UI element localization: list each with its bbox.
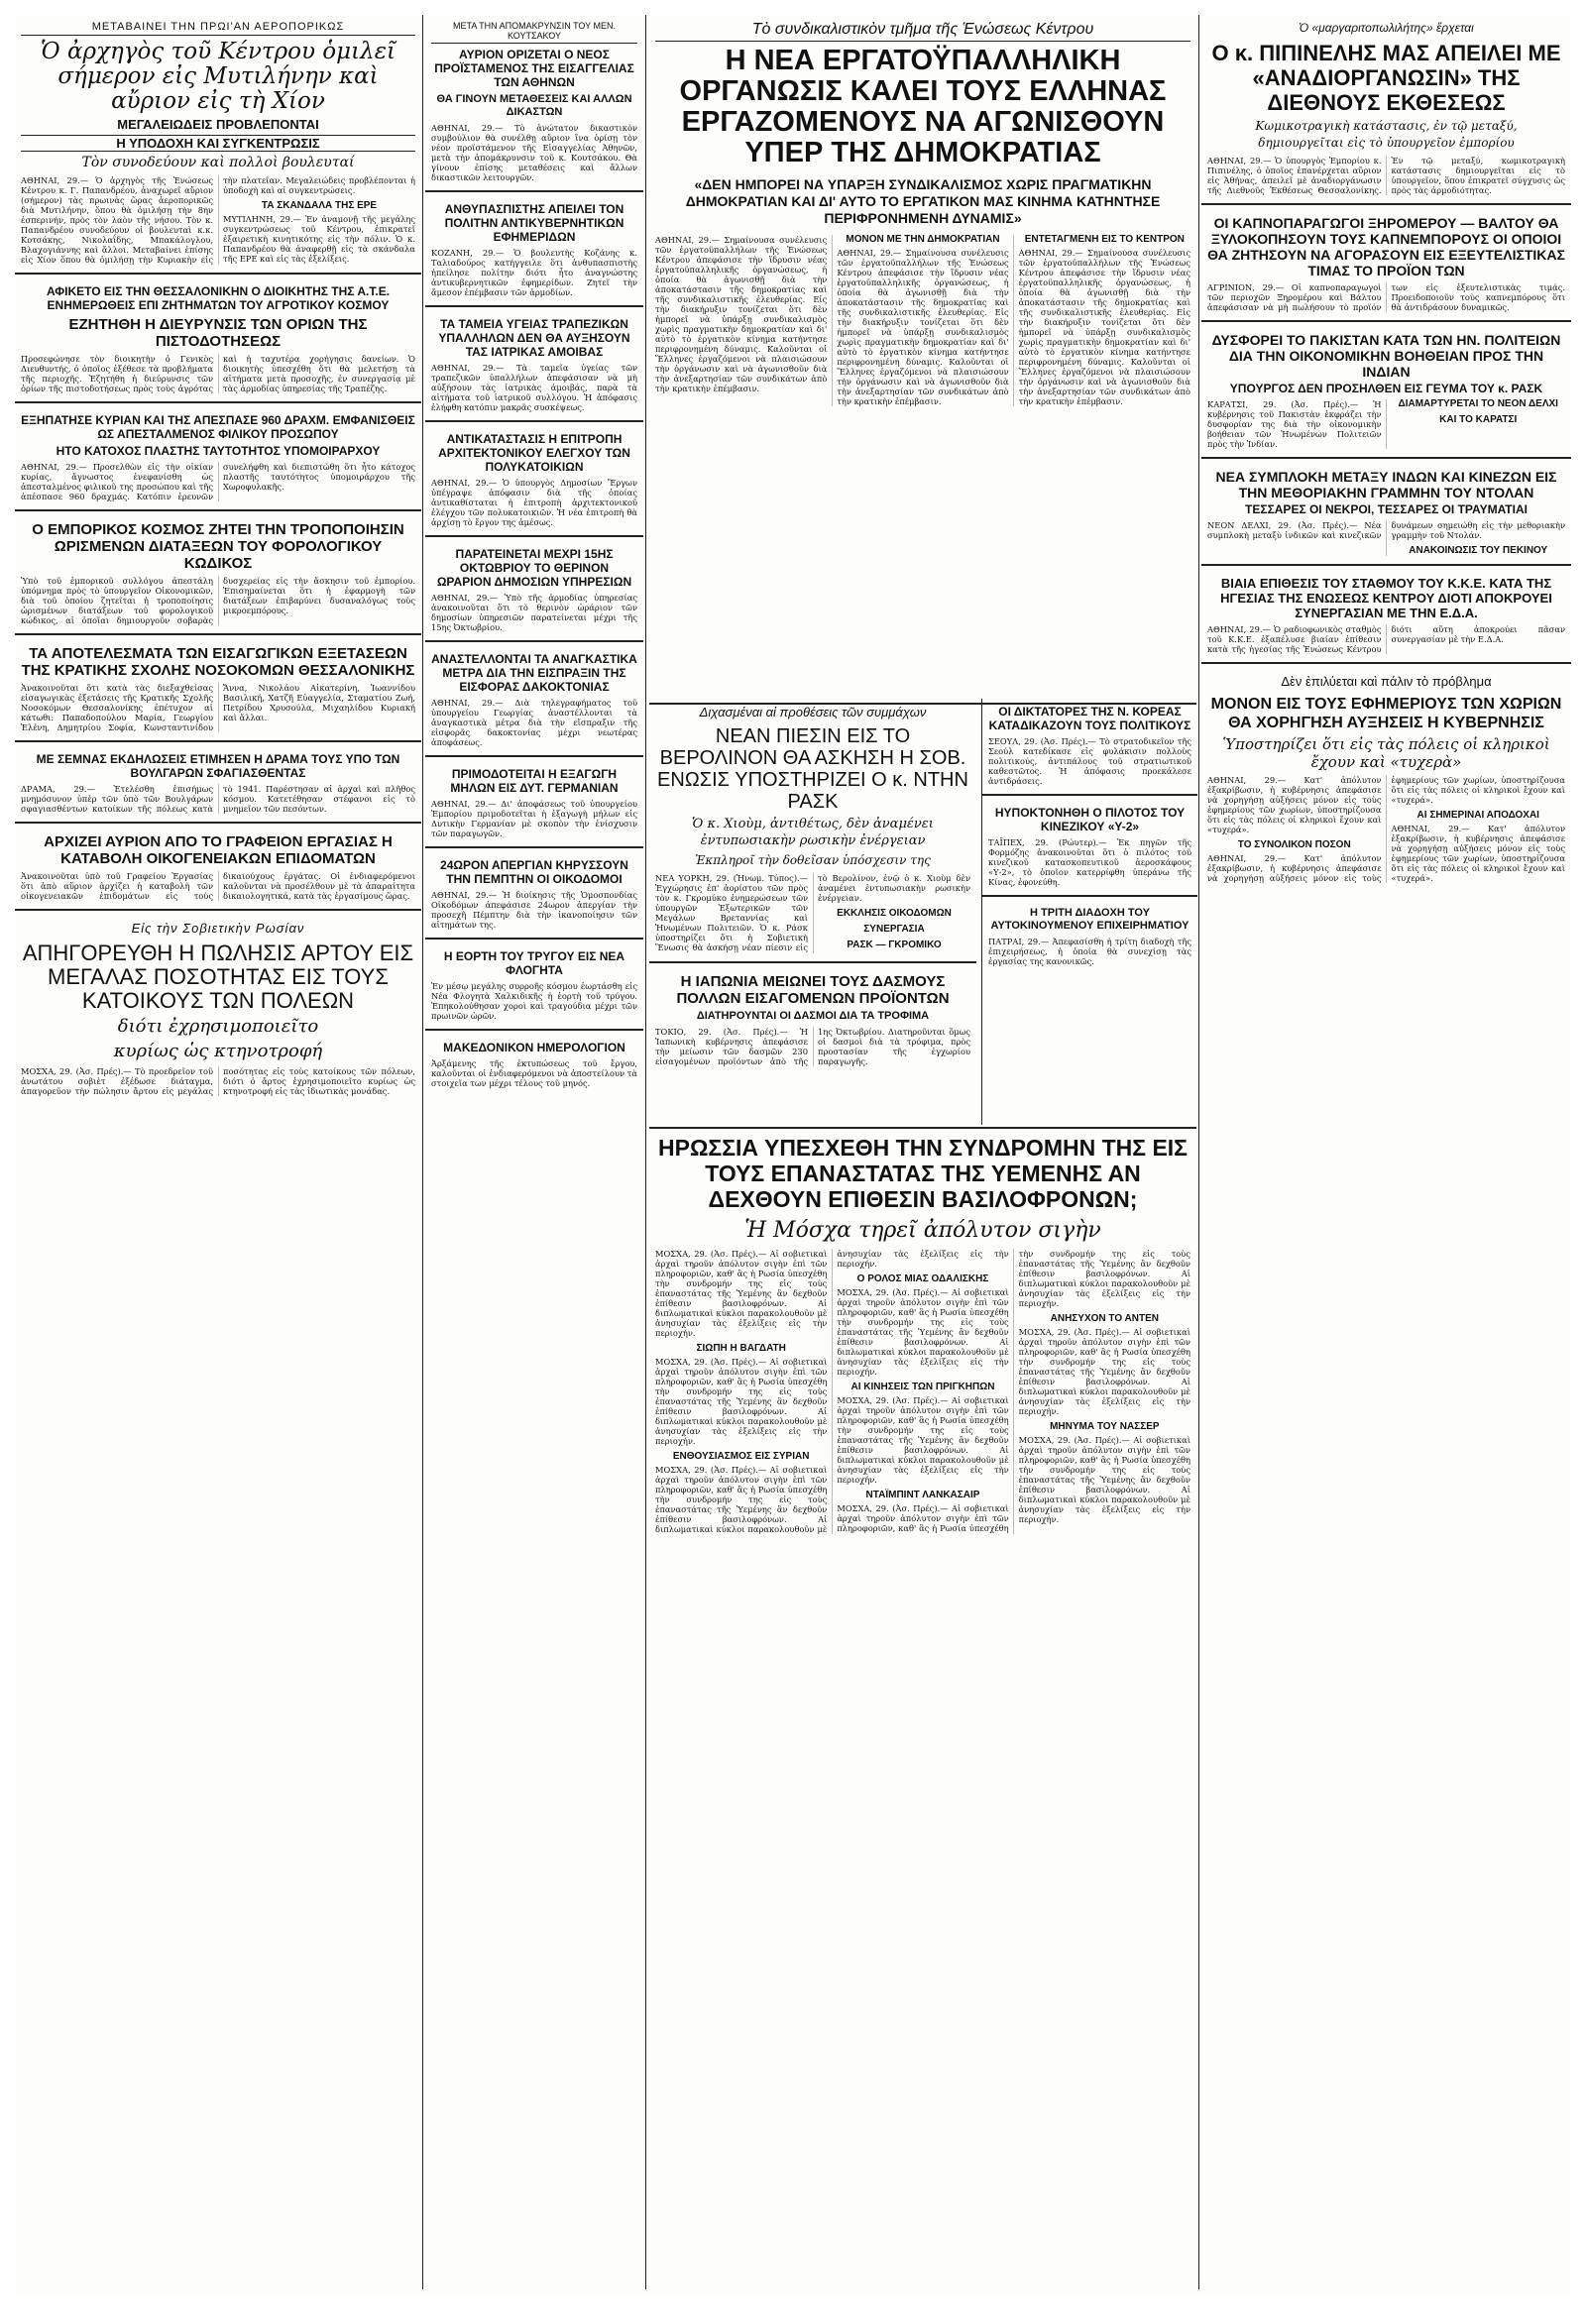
deck: κυρίως ὡς κτηνοτροφή — [113, 1041, 323, 1061]
article-tobacco — [1201, 209, 1571, 322]
headline: ΜΟΝΟΝ ΕΙΣ ΤΟΥΣ ΕΦΗΜΕΡΙΟΥΣ ΤΩΝ ΧΩΡΙΩΝ ΘΑ ΧΟΡΗΓΗΣΗ ΑΥΞΗΣΕΙΣ Η ΚΥΒΕΡΝΗΣΙΣ — [1210, 696, 1562, 731]
quote-deck: «ΔΕΝ ΗΜΠΟΡΕΙ ΝΑ ΥΠΑΡΞΗ ΣΥΝΔΙΚΑΛΙΣΜΟΣ ΧΩΡΙΣ ΠΡΑΓΜΑΤΙΚΗΝ ΔΗΜΟΚΡΑΤΙΑΝ ΚΑΙ ΔΙ' ΑΥΤΟ ΤΟ ΕΡΓΑΤΙΚΟΝ ΜΑΣ ΚΙΝΗΜΑ ΚΑΤΗΝΤΗΣΕ ΠΕΡΙΦΡΟΝΗΜΕΝΗ ΔΥΝΑΜΙΣ» — [685, 176, 1161, 226]
article-prosecutor — [425, 15, 643, 192]
article-body — [655, 1249, 1190, 1534]
article-nursing-school — [15, 639, 421, 742]
kicker: Δὲν ἐπιλύεται καὶ πάλιν τὸ πρόβλημα — [1281, 674, 1492, 689]
subheading: ΣΥΝΕΡΓΑΣΙΑ — [863, 924, 925, 935]
headline: ΑΡΧΙΖΕΙ ΑΥΡΙΟΝ ΑΠΟ ΤΟ ΓΡΑΦΕΙΟΝ ΕΡΓΑΣΙΑΣ Η ΚΑΤΑΒΟΛΗ ΟΙΚΟΓΕΝΕΙΑΚΩΝ ΕΠΙΔΟΜΑΤΩΝ — [44, 833, 393, 867]
subheading: ΣΙΩΠΗ Η ΒΑΓΔΑΤΗ — [696, 1343, 786, 1354]
subheading: ΕΚΚΛΗΣΙΣ ΟΙΚΟΔΟΜΩΝ — [837, 908, 952, 919]
article-labor-org — [649, 15, 1196, 705]
subheading: ΑΙ ΣΗΜΕΡΙΝΑΙ ΑΠΟΔΟΧΑΙ — [1416, 810, 1539, 821]
body-text: ΜΟΣΧΑ, 29. (Ἀσ. Πρές).— Αἱ σοβιετικαὶ ἀρχαὶ τηροῦν ἀπόλυτον σιγὴν ἐπὶ τῶν πληροφοριῶν, καθ' ἃς ἡ Ρωσία ὑπεσχέθη τὴν συνδρομήν της εἰς τοὺς ἐπαναστάτας τῆς Ὑεμένης ἂν δεχθοῦν ἐπίθεσιν βασιλοφρόνων. Αἱ διπλωματικαὶ κύκλοι παρακολουθοῦν μὲ ἀνησυχίαν τὰς ἐξελίξεις εἰς τὴν περιοχήν. — [837, 1395, 1009, 1485]
column-4 — [1201, 15, 1571, 2289]
headline: ΒΙΑΙΑ ΕΠΙΘΕΣΙΣ ΤΟΥ ΣΤΑΘΜΟΥ ΤΟΥ Κ.Κ.Ε. ΚΑΤΑ ΤΗΣ ΗΓΕΣΙΑΣ ΤΗΣ ΕΝΩΣΕΩΣ ΚΕΝΤΡΟΥ ΔΙΟΤΙ ΑΠΟΚΡΟΥΕΙ ΣΥΝΕΡΓΑΣΙΑΝ ΜΕ ΤΗΝ Ε.Δ.Α. — [1220, 576, 1552, 620]
article-india-china — [1201, 463, 1571, 566]
headline: Ο ΕΜΠΟΡΙΚΟΣ ΚΟΣΜΟΣ ΖΗΤΕΙ ΤΗΝ ΤΡΟΠΟΠΟΙΗΣΙΝ ΩΡΙΣΜΕΝΩΝ ΔΙΑΤΑΞΕΩΝ ΤΟΥ ΦΟΡΟΛΟΓΙΚΟΥ ΚΩΔΙΚΟΣ — [32, 521, 404, 572]
headline: Η ΤΡΙΤΗ ΔΙΑΔΟΧΗ ΤΟΥ ΑΥΤΟΚΙΝΟΥΜΕΝΟΥ ΕΠΙΧΕΙΡΗΜΑΤΙΟΥ — [990, 907, 1190, 932]
body-text: ΑΘΗΝΑΙ, 29.— Σημαίνουσα συνέλευσις τῶν ἐργατοϋπαλλήλων τῆς Ἑνώσεως Κέντρου ἀπεφάσισε τὴν ἵδρυσιν νέας ἐργατοϋπαλληλικῆς ὀργανώσεως, ἡ ὁποία θὰ ἀγωνισθῇ διὰ τὴν ἀποκατάστασιν τῆς δημοκρατίας καὶ τῆς συνδικαλιστικῆς ἐλευθερίας. Εἰς τὴν διακήρυξιν τονίζεται ὅτι δὲν ἠμπορεῖ νὰ ὑπάρξῃ συνδικαλισμὸς χωρὶς πραγματικὴν δημοκρατίαν καὶ δι' αὐτὸ τὸ ἐργατικὸν κίνημα κατήντησε περιφρονημένη δύναμις. Καλοῦνται οἱ Ἕλληνες ἐργαζόμενοι νὰ πλαισιώσουν τὴν ὀργάνωσιν καὶ νὰ ἀγωνισθοῦν διὰ τὴν ἀνεξαρτησίαν τῶν συνδικάτων ἀπὸ τὴν κρατικὴν ἐπέμβασιν. — [837, 248, 1009, 406]
article-body: Ἐν μέσῳ μεγάλης συρροῆς κόσμου ἐωρτάσθη εἰς Νέα Φλογητὰ Χαλκιδικῆς ἡ ἑορτὴ τοῦ τρύγου. Ἐπηκολούθησαν χοροὶ καὶ τραγούδια μέχρι τῶν πρωινῶν ὡρῶν. — [431, 981, 637, 1021]
kicker: Διχασμέναι αἱ προθέσεις τῶν συμμάχων — [699, 705, 927, 719]
article-body: Ἀνακοινοῦται ὑπὸ τοῦ Γραφείου Ἐργασίας ὅτι ἀπὸ αὔριον ἀρχίζει ἡ καταβολὴ τῶν οἰκογενειακῶν ἐπιδομάτων εἰς τοὺς δικαιούχους ἐργάτας. Οἱ ἐνδιαφερόμενοι καλοῦνται νὰ προσέλθουν μὲ τὰ ἀπαραίτητα δικαιολογητικά, κατὰ τὰς ἐργασίμους ὥρας. — [21, 871, 415, 901]
deck: Ἐκπληροῖ τὴν δοθεῖσαν ὑπόσχεσιν της — [695, 853, 931, 867]
body-text: ΚΑΡΑΤΣΙ, 29. (Ἀσ. Πρές).— Ἡ κυβέρνησις τοῦ Πακιστὰν ἐκφράζει τὴν δυσφορίαν της διὰ τὴν οἰκονομικὴν βοήθειαν τῶν Ἡνωμένων Πολιτειῶν πρὸς τὴν Ἰνδίαν. — [1207, 399, 1382, 449]
body-text: ΑΘΗΝΑΙ, 29.— Κατ' ἀπόλυτον ἐξακρίβωσιν, ἡ κυβέρνησις ἀπεφάσισε νὰ χορηγήσῃ αὐξήσεις μόνον εἰς τοὺς ἐφημερίους τῶν χωρίων, ὑποστηρίζουσα ὅτι εἰς τὰς πόλεις οἱ κληρικοὶ ἔχουν καὶ «τυχερά». — [1391, 824, 1565, 883]
body-text: ΝΕΟΝ ΔΕΛΧΙ, 29. (Ἀσ. Πρές).— Νέα συμπλοκὴ μεταξὺ ἰνδικῶν καὶ κινεζικῶν δυνάμεων σημειώθη εἰς τὴν μεθοριακὴν γραμμὴν τοῦ Ντολάν. — [1207, 520, 1565, 540]
body-text: ΑΘΗΝΑΙ, 29.— Ὁ ἀρχηγὸς τῆς Ἑνώσεως Κέντρου κ. Γ. Παπανδρέου, ἀναχωρεῖ αὔριον (σήμερον) τὰς πρωινὰς ὥρας ἀεροπορικῶς διὰ Μυτιλήνην, ὅπου θὰ ὁμιλήσῃ τὴν 8ην ἑσπερινήν, πρὸς τὸν λαὸν τῆς νήσου. Τὸν κ. Παπανδρέου συνοδεύουν οἱ βουλευταὶ κ.κ. Κοτσάκης, Νικολαΐδης, Μπακάλογλου, Βλαχογιάννης καὶ ἄλλοι. Μεταβαίνει ἐπίσης εἰς Χίον ὅπου θὰ ὁμιλήσῃ τὴν Κυριακὴν εἰς τὴν πλατεῖαν. Μεγαλειώδεις προβλέπονται ἡ ὑποδοχὴ καὶ αἱ συγκεντρώσεις. — [21, 175, 415, 265]
article-architecture — [425, 426, 643, 537]
article-papandreou — [15, 15, 421, 275]
headline: ΑΝΑΣΤΕΛΛΟΝΤΑΙ ΤΑ ΑΝΑΓΚΑΣΤΙΚΑ ΜΕΤΡΑ ΔΙΑ ΤΗΝ ΕΙΣΠΡΑΞΙΝ ΤΗΣ ΕΙΣΦΟΡΑΣ ΔΑΚΟΚΤΟΝΙΑΣ — [431, 652, 637, 694]
article-korea — [982, 699, 1197, 796]
article-drama — [15, 746, 421, 824]
subheading: ΡΑΣΚ — ΓΚΡΟΜΙΚΟ — [847, 940, 942, 950]
yemen-story — [649, 1127, 1196, 2291]
body-text: ΑΘΗΝΑΙ, 29.— Σημαίνουσα συνέλευσις τῶν ἐργατοϋπαλλήλων τῆς Ἑνώσεως Κέντρου ἀπεφάσισε τὴν ἵδρυσιν νέας ἐργατοϋπαλληλικῆς ὀργανώσεως, ἡ ὁποία θὰ ἀγωνισθῇ διὰ τὴν ἀποκατάστασιν τῆς δημοκρατίας καὶ τῆς συνδικαλιστικῆς ἐλευθερίας. Εἰς τὴν διακήρυξιν τονίζεται ὅτι δὲν ἠμπορεῖ νὰ ὑπάρξῃ συνδικαλισμὸς χωρὶς πραγματικὴν δημοκρατίαν καὶ δι' αὐτὸ τὸ ἐργατικὸν κίνημα κατήντησε περιφρονημένη δύναμις. Καλοῦνται οἱ Ἕλληνες ἐργαζόμενοι νὰ πλαισιώσουν τὴν ὀργάνωσιν καὶ νὰ ἀγωνισθοῦν διὰ τὴν ἀνεξαρτησίαν τῶν συνδικάτων ἀπὸ τὴν κρατικὴν ἐπέμβασιν. — [655, 235, 828, 393]
article-body: ΤΟΚΙΟ, 29. (Ἀσ. Πρές).— Ἡ Ἰαπωνικὴ κυβέρνησις ἀπεφάσισε τὴν μείωσιν τῶν δασμῶν 230 εἰσαγομένων προϊόντων ἀπὸ τῆς 1ης Ὀκτωβρίου. Διατηροῦνται ὅμως οἱ δασμοὶ διὰ τὰ τρόφιμα, πρὸς προστασίαν τῆς ἐγχωρίου παραγωγῆς. — [655, 1026, 970, 1066]
article-apples — [425, 761, 643, 848]
article-body: ΤΑΪΠΕΧ, 29. (Ρώυτερ).— Ἐκ πηγῶν τῆς Φορμόζης ἀνακοινοῦται ὅτι ὁ πιλότος τοῦ κινεζικοῦ κατασκοπευτικοῦ ἀεροσκάφους «Υ-2», τὸ ὁποῖον κατερρίφθη ὑπεράνω τῆς Κίνας, ἐφονεύθη. — [988, 837, 1191, 887]
body-text: ΜΥΤΙΛΗΝΗ, 29.— Ἐν ἀναμονῇ τῆς μεγάλης συγκεντρώσεως τοῦ Κέντρου, ἐπικρατεῖ ἐξαιρετικὴ κινητικότης εἰς τὴν πόλιν. Ὁ κ. Παπανδρέου θὰ ἀναφερθῇ εἰς τὰ σκάνδαλα τῆς ΕΡΕ καὶ εἰς τὰς ἐξελίξεις. — [223, 214, 415, 264]
article-berlin — [649, 699, 976, 963]
body-text: ΜΟΣΧΑ, 29. (Ἀσ. Πρές).— Αἱ σοβιετικαὶ ἀρχαὶ τηροῦν ἀπόλυτον σιγὴν ἐπὶ τῶν πληροφοριῶν, καθ' ἃς ἡ Ρωσία ὑπεσχέθη τὴν συνδρομήν της εἰς τοὺς ἐπαναστάτας τῆς Ὑεμένης ἂν δεχθοῦν ἐπίθεσιν βασιλοφρόνων. Αἱ διπλωματικαὶ κύκλοι παρακολουθοῦν μὲ ἀνησυχίαν τὰς ἐξελίξεις εἰς τὴν περιοχήν. — [655, 1357, 828, 1446]
headline: 24ΩΡΟΝ ΑΠΕΡΓΙΑΝ ΚΗΡΥΣΣΟΥΝ ΤΗΝ ΠΕΜΠΤΗΝ ΟΙ ΟΙΚΟΔΟΜΟΙ — [440, 858, 628, 886]
headline: ΜΕ ΣΕΜΝΑΣ ΕΚΔΗΛΩΣΕΙΣ ΕΤΙΜΗΣΕΝ Η ΔΡΑΜΑ ΤΟΥΣ ΥΠΟ ΤΩΝ ΒΟΥΛΓΑΡΩΝ ΣΦΑΓΙΑΣΘΕΝΤΑΣ — [36, 752, 400, 780]
subheading: ΑΝΑΚΟΙΝΩΣΙΣ ΤΟΥ ΠΕΚΙΝΟΥ — [1409, 545, 1548, 556]
subheading: ΜΗΝΥΜΑ ΤΟΥ ΝΑΣΣΕΡ — [1050, 1421, 1160, 1432]
headline: ΝΕΑ ΣΥΜΠΛΟΚΗ ΜΕΤΑΞΥ ΙΝΔΩΝ ΚΑΙ ΚΙΝΕΖΩΝ ΕΙΣ ΤΗΝ ΜΕΘΟΡΙΑΚΗΝ ΓΡΑΜΜΗΝ ΤΟΥ ΝΤΟΛΑΝ — [1215, 469, 1557, 500]
article-body: ΠΑΤΡΑΙ, 29.— Ἀπεφασίσθη ἡ τρίτη διαδοχὴ τῆς ἐπιχειρήσεως, ἡ ὁποία θὰ συνεχίσῃ τὰς ἐργασίας της κανονικῶς. — [988, 937, 1191, 966]
headline: ΑΝΘΥΠΑΣΠΙΣΤΗΣ ΑΠΕΙΛΕΙ ΤΟΝ ΠΟΛΙΤΗΝ ΑΝΤΙΚΥΒΕΡΝΗΤΙΚΩΝ ΕΦΗΜΕΡΙΔΩΝ — [444, 202, 624, 244]
deck: δημιουργεῖται εἰς τὸ ὑπουργεῖον ἐμπορίου — [1258, 136, 1515, 150]
article-body — [655, 235, 1190, 406]
body-text: ΑΘΗΝΑΙ, 29.— Σημαίνουσα συνέλευσις τῶν ἐργατοϋπαλλήλων τῆς Ἑνώσεως Κέντρου ἀπεφάσισε τὴν ἵδρυσιν νέας ἐργατοϋπαλληλικῆς ὀργανώσεως, ἡ ὁποία θὰ ἀγωνισθῇ διὰ τὴν ἀποκατάστασιν τῆς δημοκρατίας καὶ τῆς συνδικαλιστικῆς ἐλευθερίας. Εἰς τὴν διακήρυξιν τονίζεται ὅτι δὲν ἠμπορεῖ νὰ ὑπάρξῃ συνδικαλισμὸς χωρὶς πραγματικὴν δημοκρατίαν καὶ δι' αὐτὸ τὸ ἐργατικὸν κίνημα κατήντησε περιφρονημένη δύναμις. Καλοῦνται οἱ Ἕλληνες ἐργαζόμενοι νὰ πλαισιώσουν τὴν ὀργάνωσιν καὶ νὰ ἀγωνισθοῦν διὰ τὴν ἀνεξαρτησίαν τῶν συνδικάτων ἀπὸ τὴν κρατικὴν ἐπέμβασιν. — [1018, 248, 1190, 406]
body-text: ΑΘΗΝΑΙ, 29.— Κατ' ἀπόλυτον ἐξακρίβωσιν, ἡ κυβέρνησις ἀπεφάσισε νὰ χορηγήσῃ αὐξήσεις μόνον εἰς τοὺς ἐφημερίους τῶν χωρίων, ὑποστηρίζουσα ὅτι εἰς τὰς πόλεις οἱ κληρικοὶ ἔχουν καὶ «τυχερά». — [1207, 775, 1382, 834]
article-body: ΑΘΗΝΑΙ, 29.— Προσελθὼν εἰς τὴν οἰκίαν κυρίας, ἄγνωστος ἐνεφανίσθη ὡς ἀπεσταλμένος φιλικοῦ της προσώπου καὶ τῆς ἀπέσπασε 960 δραχμάς. Κατόπιν ἐρευνῶν συνελήφθη καὶ διεπιστώθη ὅτι ἦτο κάτοχος πλαστῆς ταυτότητος ὑπομοιράρχου τῆς Χωροφυλακῆς. — [21, 462, 415, 501]
subheading: ΜΟΝΟΝ ΜΕ ΤΗΝ ΔΗΜΟΚΡΑΤΙΑΝ — [846, 234, 1000, 245]
deck: ΥΠΟΥΡΓΟΣ ΔΕΝ ΠΡΟΣΗΛΘΕΝ ΕΙΣ ΓΕΥΜΑ ΤΟΥ κ. ΡΑΣΚ — [1229, 382, 1543, 395]
subheading: ΚΑΙ ΤΟ ΚΑΡΑΤΣΙ — [1439, 414, 1518, 425]
article-calendar — [425, 1035, 643, 1096]
headline: ΠΑΡΑΤΕΙΝΕΤΑΙ ΜΕΧΡΙ 15ΗΣ ΟΚΤΩΒΡΙΟΥ ΤΟ ΘΕΡΙΝΟΝ ΩΡΑΡΙΟΝ ΔΗΜΟΣΙΩΝ ΥΠΗΡΕΣΙΩΝ — [436, 547, 632, 589]
column-rule — [1198, 15, 1199, 2289]
headline: ΝΕΑΝ ΠΙΕΣΙΝ ΕΙΣ ΤΟ ΒΕΡΟΛΙΝΟΝ ΘΑ ΑΣΚΗΣΗ Η ΣΟΒ. ΕΝΩΣΙΣ ΥΠΟΣΤΗΡΙΖΕΙ Ο κ. ΝΤΗΝ ΡΑΣΚ — [657, 725, 968, 813]
subheading: ΤΑ ΣΚΑΝΔΑΛΑ ΤΗΣ ΕΡΕ — [261, 200, 378, 211]
article-body: Ἀρξάμενης τῆς ἐκτυπώσεως τοῦ ἔργου, καλοῦνται οἱ ἐνδιαφερόμενοι νὰ ἀποστείλουν τὰ στοιχεῖα των μέχρι τέλους τοῦ μηνός. — [431, 1058, 637, 1088]
headline: ΕΞΗΠΑΤΗΣΕ ΚΥΡΙΑΝ ΚΑΙ ΤΗΣ ΑΠΕΣΠΑΣΕ 960 ΔΡΑΧΜ. ΕΜΦΑΝΙΣΘΕΙΣ ΩΣ ΑΠΕΣΤΑΛΜΕΝΟΣ ΦΙΛΙΚΟΥ ΠΡΟΣΩΠΟΥ — [21, 413, 415, 441]
article-strike — [425, 852, 643, 940]
article-japan — [649, 967, 976, 1074]
article-body: ΑΘΗΝΑΙ, 29.— Ὁ ὑπουργὸς Δημοσίων Ἔργων ὑπέγραψε ἀπόφασιν διὰ τῆς ὁποίας ἀντικαθίσταται ἡ ἐπιτροπὴ ἀρχιτεκτονικοῦ ἐλέγχου τῶν πολυκατοικιῶν. Ἡ νέα ἐπιτροπὴ θὰ ἀρχίσῃ τὸ ἔργον της ἀμέσως. — [431, 478, 637, 527]
deck: Ὁ κ. Χιοὺμ, ἀντιθέτως, δὲν ἀναμένει ἐντυπωσιακὴν ρωσικὴν ἐνέργειαν — [692, 817, 934, 848]
headline: ΗΥΠΟΚΤΟΝΗΘΗ Ο ΠΙΛΟΤΟΣ ΤΟΥ ΚΙΝΕΖΙΚΟΥ «Υ-2» — [994, 806, 1186, 833]
body-text: ΝΕΑ ΥΟΡΚΗ, 29. (Ἡνωμ. Τύπος).— Ἐγχώρησις ἐπ' ἀορίστου τῶν πρὸς τὸν κ. Γκρομύκο ἐνημερώσεων τῶν ὑπουργῶν Ἐξωτερικῶν τῶν Μεγάλων Βρεταννίας καὶ Ἠνωμένων Πολιτειῶν. Ὁ κ. Ράσκ ὑποστηρίζει ὅτι ἡ Σοβιετικὴ Ἕνωσις θὰ ἀσκήσῃ νέαν πίεσιν εἰς τὸ Βερολίνον, ἐνῷ ὁ κ. Χιοὺμ δὲν ἀναμένει ἐντυπωσιακὴν ρωσικὴν ἐνέργειαν. — [655, 873, 970, 952]
article-priests — [1201, 668, 1571, 891]
kicker: ΜΕΤΑ ΤΗΝ ΑΠΟΜΑΚΡΥΝΣΙΝ ΤΟΥ ΜΕΝ. ΚΟΥΤΣΑΚΟΥ — [431, 21, 637, 44]
article-body: Ἀνακοινοῦται ὅτι κατὰ τὰς διεξαχθείσας εἰσαγωγικὰς ἐξετάσεις τῆς Κρατικῆς Σχολῆς Νοσοκόμων Θεσσαλονίκης ἐπέτυχον αἱ κάτωθι: Παπαδοπούλου Μαρία, Γεωργίου Ἑλένη, Δημητρίου Σοφία, Κωνσταντινίδου Ἄννα, Νικολάου Αἰκατερίνη, Ἰωαννίδου Βασιλική, Χατζῆ Εὐαγγελία, Σταματίου Ζωή, Πετρίδου Χρυσούλα, Μιχαηλίδου Κυριακή καὶ ἄλλαι. — [21, 683, 415, 732]
headline: Ο κ. ΠΙΠΙΝΕΛΗΣ ΜΑΣ ΑΠΕΙΛΕΙ ΜΕ «ΑΝΑΔΙΟΡΓΑΝΩΣΙΝ» ΤΗΣ ΔΙΕΘΝΟΥΣ ΕΚΘΕΣΕΩΣ — [1211, 41, 1561, 115]
column-rule — [645, 15, 646, 2289]
article-summer-hours — [425, 541, 643, 642]
article-body: ΑΘΗΝΑΙ, 29.— Ἡ διοίκησις τῆς Ὁμοσπονδίας Οἰκοδόμων ἀπεφάσισε 24ωρον ἀπεργίαν τὴν προσεχῆ Πέμπτην διὰ τὴν ἱκανοποίησιν τῶν αἰτημάτων της. — [431, 890, 637, 930]
subheading: ΑΝΗΣΥΧΟΝ ΤΟ ΑΝΤΕΝ — [1050, 1313, 1159, 1324]
headline: ΑΝΤΙΚΑΤΑΣΤΑΣΙΣ Η ΕΠΙΤΡΟΠΗ ΑΡΧΙΤΕΚΤΟΝΙΚΟΥ ΕΛΕΓΧΟΥ ΤΩΝ ΠΟΛΥΚΑΤΟΙΚΙΩΝ — [438, 432, 630, 474]
article-body: ΑΘΗΝΑΙ, 29.— Τὰ ταμεῖα ὑγείας τῶν τραπεζικῶν ὑπαλλήλων ἀπεφάσισαν νὰ μὴ αὐξήσουν τὰς ἰατρικὰς ἀμοιβάς, παρὰ τὰ αἰτήματα τοῦ ἰατρικοῦ συλλόγου. Ἡ ἀπόφασις ἐλήφθη κατόπιν μακρᾶς συσκέψεως. — [431, 363, 637, 412]
subheading: ΤΟ ΣΥΝΟΛΙΚΟΝ ΠΟΣΟΝ — [1237, 839, 1351, 850]
deck: ΕΖΗΤΗΘΗ Η ΔΙΕΥΡΥΝΣΙΣ ΤΩΝ ΟΡΙΩΝ ΤΗΣ ΠΙΣΤΟΔΟΤΗΣΕΩΣ — [68, 316, 368, 350]
deck: διότι ἐχρησιμοποιεῖτο — [117, 1016, 319, 1037]
article-kke — [1201, 570, 1571, 664]
article-body: ΜΟΣΧΑ, 29. (Ἀσ. Πρές).— Τὸ προεδρεῖον τοῦ ἀνωτάτου σοβιὲτ ἐξέδωσε διάταγμα, ἀπαγορεῦον τὴν πώλησιν ἄρτου εἰς μεγάλας ποσότητας εἰς τοὺς κατοίκους τῶν πόλεων, διότι ὁ ἄρτος ἐχρησιμοποιεῖτο κυρίως ὡς κτηνοτροφή εἰς τὰς ἰδιωτικὰς μονάδας. — [21, 1066, 415, 1096]
article-body: ΑΘΗΝΑΙ, 29.— Ὁ ὑπουργὸς Ἐμπορίου κ. Πιπινέλης, ὁ ὁποῖος ἐπανέρχεται αὔριον εἰς Ἀθήνας, ἀπειλεῖ μὲ ἀναδιοργάνωσιν τῆς Διεθνοῦς Ἐκθέσεως Θεσσαλονίκης. Ἐν τῷ μεταξύ, κωμικοτραγικὴ κατάστασις δημιουργεῖται εἰς τὸ ὑπουργεῖον, ὅπου ἐπικρατεῖ σύγχυσις ὡς πρὸς τὰς ἀρμοδιότητας. — [1207, 156, 1565, 195]
deck: Η ΥΠΟΔΟΧΗ ΚΑΙ ΣΥΓΚΕΝΤΡΩΣΙΣ — [21, 135, 415, 152]
article-fraud — [15, 407, 421, 511]
deck: ΤΕΣΣΑΡΕΣ ΟΙ ΝΕΚΡΟΙ, ΤΕΣΣΑΡΕΣ ΟΙ ΤΡΑΥΜΑΤΙΑΙ — [1245, 502, 1528, 516]
kicker: Ὁ «μαργαριτοπωλιλήτης» ἔρχεται — [1299, 21, 1474, 35]
headline: ΑΠΗΓΟΡΕΥΘΗ Η ΠΩΛΗΣΙΣ ΑΡΤΟΥ ΕΙΣ ΜΕΓΑΛΑΣ ΠΟΣΟΤΗΤΑΣ ΕΙΣ ΤΟΥΣ ΚΑΤΟΙΚΟΥΣ ΤΩΝ ΠΟΛΕΩΝ — [22, 941, 414, 1013]
deck: ΔΙΑΤΗΡΟΥΝΤΑΙ ΟΙ ΔΑΣΜΟΙ ΔΙΑ ΤΑ ΤΡΟΦΙΜΑ — [696, 1009, 930, 1022]
newspaper-page — [15, 15, 1571, 2294]
article-tax-code — [15, 515, 421, 635]
deck: ΗΤΟ ΚΑΤΟΧΟΣ ΠΛΑΣΤΗΣ ΤΑΥΤΟΤΗΤΟΣ ΥΠΟΜΟΙΡΑΡΧΟΥ — [56, 444, 381, 458]
body-text: ΜΟΣΧΑ, 29. (Ἀσ. Πρές).— Αἱ σοβιετικαὶ ἀρχαὶ τηροῦν ἀπόλυτον σιγὴν ἐπὶ τῶν πληροφοριῶν, καθ' ἃς ἡ Ρωσία ὑπεσχέθη τὴν συνδρομήν της εἰς τοὺς ἐπαναστάτας τῆς Ὑεμένης ἂν δεχθοῦν ἐπίθεσιν βασιλοφρόνων. Αἱ διπλωματικαὶ κύκλοι παρακολουθοῦν μὲ ἀνησυχίαν τὰς ἐξελίξεις εἰς τὴν περιοχήν. — [1018, 1327, 1190, 1416]
headline: Η ΕΟΡΤΗ ΤΟΥ ΤΡΥΓΟΥ ΕΙΣ ΝΕΑ ΦΛΟΓΗΤΑ — [443, 949, 625, 977]
headline: ΤΑ ΑΠΟΤΕΛΕΣΜΑΤΑ ΤΩΝ ΕΙΣΑΓΩΓΙΚΩΝ ΕΞΕΤΑΣΕΩΝ ΤΗΣ ΚΡΑΤΙΚΗΣ ΣΧΟΛΗΣ ΝΟΣΟΚΟΜΩΝ ΘΕΣΣΑΛΟΝΙΚΗΣ — [21, 645, 415, 679]
subheading: ΕΝΤΕΤΑΓΜΕΝΗ ΕΙΣ ΤΟ ΚΕΝΤΡΟΝ — [1024, 234, 1185, 245]
article-body: Ὑπὸ τοῦ ἐμπορικοῦ συλλόγου ἀπεστάλη ὑπόμνημα πρὸς τὸ ὑπουργεῖον Οἰκονομικῶν, διὰ τοῦ ὁποίου ζητεῖται ἡ τροποποίησις ὡρισμένων διατάξεων τοῦ φορολογικοῦ κώδικος, αἱ ὁποῖαι δημιουργοῦν σοβαρὰς δυσχερείας εἰς τὴν ἄσκησιν τοῦ ἐμπορίου. Ἐπισημαίνεται ὅτι ἡ ἐφαρμογὴ τῶν διατάξεων ἐπιβαρύνει δυσαναλόγως τοὺς μικροεμπόρους. — [21, 576, 415, 625]
deck: ΜΕΓΑΛΕΙΩΔΕΙΣ ΠΡΟΒΛΕΠΟΝΤΑΙ — [117, 117, 319, 132]
column-1 — [15, 15, 421, 2289]
subheading: ΝΤΑΪΜΠΙΝΤ ΛΑΝΚΑΣΑΙΡ — [865, 1490, 980, 1500]
headline: ΔΥΣΦΟΡΕΙ ΤΟ ΠΑΚΙΣΤΑΝ ΚΑΤΑ ΤΩΝ ΗΝ. ΠΟΛΙΤΕΙΩΝ ΔΙΑ ΤΗΝ ΟΙΚΟΝΟΜΙΚΗΝ ΒΟΗΘΕΙΑΝ ΠΡΟΣ ΤΗΝ ΙΝΔΙΑΝ — [1211, 332, 1561, 380]
article-body — [1207, 775, 1565, 883]
kicker: Τὸ συνδικαλιστικὸν τμῆμα τῆς Ἑνώσεως Κέντρου — [655, 21, 1190, 42]
article-bread — [15, 915, 421, 1104]
kicker: Εἰς τὴν Σοβιετικὴν Ρωσίαν — [131, 921, 305, 936]
body-text: ΑΘΗΝΑΙ, 29.— Κατ' ἀπόλυτον ἐξακρίβωσιν, ἡ κυβέρνησις ἀπεφάσισε νὰ χορηγήσῃ αὐξήσεις μόνον εἰς τοὺς ἐφημερίους τῶν χωρίων, ὑποστηρίζουσα ὅτι εἰς τὰς πόλεις οἱ κληρικοὶ ἔχουν καὶ «τυχερά». — [1207, 775, 1565, 883]
deck: Ἡ Μόσχα τηρεῖ ἀπόλυτον σιγὴν — [744, 1218, 1101, 1243]
headline: ΑΦΙΚΕΤΟ ΕΙΣ ΤΗΝ ΘΕΣΣΑΛΟΝΙΚΗΝ Ο ΔΙΟΙΚΗΤΗΣ ΤΗΣ Α.Τ.Ε. ΕΝΗΜΕΡΩΘΕΙΣ ΕΠΙ ΖΗΤΗΜΑΤΩΝ ΤΟΥ ΑΓΡΟΤΙΚΟΥ ΚΟΣΜΟΥ — [46, 284, 391, 312]
deck: Ὑποστηρίζει ὅτι εἰς τὰς πόλεις οἱ κληρικοὶ ἔχουν καὶ «τυχερὰ» — [1222, 735, 1550, 771]
article-lieutenant — [425, 196, 643, 307]
article-body: ΑΘΗΝΑΙ, 29.— Διὰ τηλεγραφήματος τοῦ ὑπουργείου Γεωργίας ἀναστέλλονται τὰ ἀναγκαστικὰ μέτρα διὰ τὴν εἴσπραξιν τῆς εἰσφορᾶς δακοκτονίας μέχρι νεωτέρας ἀποφάσεως. — [431, 698, 637, 747]
article-body — [1207, 399, 1565, 449]
lead-story — [649, 15, 1196, 709]
article-benefits — [15, 828, 421, 911]
column-3-right — [981, 699, 1197, 1125]
article-body: ΣΕΟΥΛ, 29. (Ἀσ. Πρές).— Τὸ στρατοδικεῖον τῆς Σεούλ κατεδίκασε εἰς φυλάκισιν πολλοὺς πολιτικούς, ἀντιπάλους τοῦ στρατιωτικοῦ καθεστῶτος. Ἡ ἀπόφασις προεκάλεσε ἀντιδράσεις. — [988, 736, 1191, 786]
subheading: Ο ΡΟΛΟΣ ΜΙΑΣ ΟΔΑΛΙΣΚΗΣ — [856, 1273, 989, 1284]
article-body: ΑΓΡΙΝΙΟΝ, 29.— Οἱ καπνοπαραγωγοὶ τῶν περιοχῶν Ξηρομέρου καὶ Βάλτου ἀπεφάσισαν νὰ μὴ πωλήσουν τὸ προϊόν των εἰς ἐξευτελιστικὰς τιμάς. Προειδοποιοῦν τοὺς καπνεμπόρους ὅτι θὰ ἀντιδράσουν δυναμικῶς. — [1207, 282, 1565, 312]
article-body: ΚΟΖΑΝΗ, 29.— Ὁ βουλευτὴς Κοζάνης κ. Ταλιαδούρος κατήγγειλε ὅτι ἀνθυπασπιστὴς ἠπείλησε πολίτην διότι ἦτο ἀναγνώστης ἀντικυβερνητικῶν ἐφημερίδων. Ζητεῖ τὴν ἄμεσον ἐπέμβασιν τῶν ἁρμοδίων. — [431, 248, 637, 297]
body-text: ΜΟΣΧΑ, 29. (Ἀσ. Πρές).— Αἱ σοβιετικαὶ ἀρχαὶ τηροῦν ἀπόλυτον σιγὴν ἐπὶ τῶν πληροφοριῶν, καθ' ἃς ἡ Ρωσία ὑπεσχέθη τὴν συνδρομήν της εἰς τοὺς ἐπαναστάτας τῆς Ὑεμένης ἂν δεχθοῦν ἐπίθεσιν βασιλοφρόνων. Αἱ διπλωματικαὶ κύκλοι παρακολουθοῦν μὲ ἀνησυχίαν τὰς ἐξελίξεις εἰς τὴν περιοχήν. — [837, 1249, 1190, 1533]
headline: ΟΙ ΔΙΚΤΑΤΟΡΕΣ ΤΗΣ Ν. ΚΟΡΕΑΣ ΚΑΤΑΔΙΚΑΖΟΥΝ ΤΟΥΣ ΠΟΛΙΤΙΚΟΥΣ — [988, 705, 1191, 732]
article-body: ΑΘΗΝΑΙ, 29.— Τὸ ἀνώτατον δικαστικὸν συμβούλιον θὰ συνέλθῃ αὔριον ἵνα ὁρίσῃ τὸν νέον προϊστάμενον τῆς Εἰσαγγελίας Ἀθηνῶν, μετὰ τὴν ἀπομάκρυνσιν τοῦ κ. Κουτσάκου. Θὰ γίνουν ἐπίσης μεταθέσεις καὶ ἄλλων δικαστικῶν λειτουργῶν. — [431, 123, 637, 182]
headline: ΟΙ ΚΑΠΝΟΠΑΡΑΓΩΓΟΙ ΞΗΡΟΜΕΡΟΥ — ΒΑΛΤΟΥ ΘΑ ΞΥΛΟΚΟΠΗΣΟΥΝ ΤΟΥΣ ΚΑΠΝΕΜΠΟΡΟΥΣ ΟΙ ΟΠΟΙΟΙ ΘΑ ΖΗΤΗΣΟΥΝ ΝΑ ΑΓΟΡΑΣΟΥΝ ΕΙΣ ΕΞΕΥΤΕΛΙΣΤΙΚΑΣ ΤΙΜΑΣ ΤΟ ΠΡΟΪΟΝ ΤΩΝ — [1207, 215, 1565, 278]
headline: Ὁ ἀρχηγὸς τοῦ Κέντρου ὁμιλεῖ σήμερον εἰς Μυτιλήνην καὶ αὔριον εἰς τὴ Χίον — [40, 39, 396, 114]
headline: ΗΡΩΣΣΙΑ ΥΠΕΣΧΕΘΗ ΤΗΝ ΣΥΝΔΡΟΜΗΝ ΤΗΣ ΕΙΣ ΤΟΥΣ ΕΠΑΝΑΣΤΑΤΑΣ ΤΗΣ ΥΕΜΕΝΗΣ ΑΝ ΔΕΧΘΟΥΝ ΕΠΙΘΕΣΙΝ ΒΑΣΙΛΟΦΡΟΝΩΝ; — [658, 1135, 1188, 1212]
column-rule — [422, 15, 423, 2289]
article-body: ΔΡΑΜΑ, 29.— Ἐτελέσθη ἐπισήμως μνημόσυνον ὑπὲρ τῶν ὑπὸ τῶν Βουλγάρων σφαγιασθέντων κατοίκων τῆς πόλεως κατὰ τὸ 1941. Παρέστησαν αἱ ἀρχαὶ καὶ πλῆθος κόσμου. Κατετέθησαν στέφανοι εἰς τὸ μνημεῖον τῶν πεσόντων. — [21, 784, 415, 814]
body-text: ΜΟΣΧΑ, 29. (Ἀσ. Πρές).— Αἱ σοβιετικαὶ ἀρχαὶ τηροῦν ἀπόλυτον σιγὴν ἐπὶ τῶν πληροφοριῶν, καθ' ἃς ἡ Ρωσία ὑπεσχέθη τὴν συνδρομήν της εἰς τοὺς ἐπαναστάτας τῆς Ὑεμένης ἂν δεχθοῦν ἐπίθεσιν βασιλοφρόνων. Αἱ διπλωματικαὶ κύκλοι παρακολουθοῦν μὲ ἀνησυχίαν τὰς ἐξελίξεις εἰς τὴν περιοχήν. — [655, 1249, 1009, 1534]
article-pipinelis — [1201, 15, 1571, 205]
article-body: ΑΘΗΝΑΙ, 29.— Ὁ ραδιοφωνικὸς σταθμὸς τοῦ Κ.Κ.Ε. ἐξαπέλυσε βιαίαν ἐπίθεσιν κατὰ τῆς ἡγεσίας τῆς Ἑνώσεως Κέντρου διότι αὕτη ἀποκρούει πᾶσαν συνεργασίαν μὲ τὴν Ε.Δ.Α. — [1207, 624, 1565, 654]
subheading: ΑΙ ΚΙΝΗΣΕΙΣ ΤΩΝ ΠΡΙΓΚΗΠΩΝ — [850, 1382, 995, 1392]
subheading: ΔΙΑΜΑΡΤΥΡΕΤΑΙ ΤΟ ΝΕΟΝ ΔΕΛΧΙ — [1398, 398, 1558, 409]
headline: ΜΑΚΕΔΟΝΙΚΟΝ ΗΜΕΡΟΛΟΓΙΟΝ — [443, 1041, 625, 1054]
article-body — [1207, 520, 1565, 556]
headline: Η ΙΑΠΩΝΙΑ ΜΕΙΩΝΕΙ ΤΟΥΣ ΔΑΣΜΟΥΣ ΠΟΛΛΩΝ ΕΙΣΑΓΟΜΕΝΩΝ ΠΡΟΪΟΝΤΩΝ — [676, 972, 950, 1007]
article-bank-health — [425, 311, 643, 422]
headline: ΤΑ ΤΑΜΕΙΑ ΥΓΕΙΑΣ ΤΡΑΠΕΖΙΚΩΝ ΥΠΑΛΛΗΛΩΝ ΔΕΝ ΘΑ ΑΥΞΗΣΟΥΝ ΤΑΣ ΙΑΤΡΙΚΑΣ ΑΜΟΙΒΑΣ — [438, 317, 630, 359]
headline: ΑΥΡΙΟΝ ΟΡΙΖΕΤΑΙ Ο ΝΕΟΣ ΠΡΟΪΣΤΑΜΕΝΟΣ ΤΗΣ ΕΙΣΑΓΓΕΛΙΑΣ ΤΩΝ ΑΘΗΝΩΝ — [434, 48, 634, 89]
deck: Τὸν συνοδεύουν καὶ πολλοὶ βουλευταί — [81, 155, 355, 170]
article-yemen — [649, 1129, 1196, 1542]
body-text: ΜΟΣΧΑ, 29. (Ἀσ. Πρές).— Αἱ σοβιετικαὶ ἀρχαὶ τηροῦν ἀπόλυτον σιγὴν ἐπὶ τῶν πληροφοριῶν, καθ' ἃς ἡ Ρωσία ὑπεσχέθη τὴν συνδρομήν της εἰς τοὺς ἐπαναστάτας τῆς Ὑεμένης ἂν δεχθοῦν ἐπίθεσιν βασιλοφρόνων. Αἱ διπλωματικαὶ κύκλοι παρακολουθοῦν μὲ ἀνησυχίαν τὰς ἐξελίξεις εἰς τὴν περιοχήν. — [837, 1287, 1009, 1377]
article-pakistan — [1201, 326, 1571, 459]
article-patras — [982, 901, 1197, 974]
headline: ΠΡΙΜΟΔΟΤΕΙΤΑΙ Η ΕΞΑΓΩΓΗ ΜΗΛΩΝ ΕΙΣ ΔΥΤ. ΓΕΡΜΑΝΙΑΝ — [450, 767, 619, 795]
article-body — [655, 873, 970, 953]
article-body — [21, 175, 415, 265]
headline: Η ΝΕΑ ΕΡΓΑΤΟΫΠΑΛΛΗΛΙΚΗ ΟΡΓΑΝΩΣΙΣ ΚΑΛΕΙ ΤΟΥΣ ΕΛΛΗΝΑΣ ΕΡΓΑΖΟΜΕΝΟΥΣ ΝΑ ΑΓΩΝΙΣΘΟΥΝ ΥΠΕΡ ΤΗΣ ΔΗΜΟΚΡΑΤΙΑΣ — [679, 45, 1167, 168]
kicker: ΜΕΤΑΒΑΙΝΕΙ ΤΗΝ ΠΡΩΙ'ΑΝ ΑΕΡΟΠΟΡΙΚΩΣ — [21, 21, 415, 36]
article-body: ΑΘΗΝΑΙ, 29.— Δι' ἀποφάσεως τοῦ ὑπουργείου Ἐμπορίου πριμοδοτεῖται ἡ ἐξαγωγὴ μήλων εἰς Δυτικὴν Γερμανίαν μὲ σκοπὸν τὴν ἐνίσχυσιν τῶν παραγωγῶν. — [431, 799, 637, 838]
article-dakoktonia — [425, 646, 643, 757]
body-text: ΜΟΣΧΑ, 29. (Ἀσ. Πρές).— Αἱ σοβιετικαὶ ἀρχαὶ τηροῦν ἀπόλυτον σιγὴν ἐπὶ τῶν πληροφοριῶν, καθ' ἃς ἡ Ρωσία ὑπεσχέθη τὴν συνδρομήν της εἰς τοὺς ἐπαναστάτας τῆς Ὑεμένης ἂν δεχθοῦν ἐπίθεσιν βασιλοφρόνων. Αἱ διπλωματικαὶ κύκλοι παρακολουθοῦν μὲ ἀνησυχίαν τὰς ἐξελίξεις εἰς τὴν περιοχήν. — [655, 1249, 828, 1338]
article-harvest — [425, 943, 643, 1031]
column-2 — [425, 15, 643, 2289]
article-body: Προσεφώνησε τὸν διοικητὴν ὁ Γενικὸς Διευθυντής, ὁ ὁποῖος ἐξέθεσε τὰ προβλήματα τῆς περιοχῆς. Ἐζητήθη ἡ διεύρυνσις τῶν ὁρίων τῆς πιστοδοτήσεως πρὸς τοὺς ἀγρότας καὶ ἡ ταχυτέρα χορήγησις δανείων. Ὁ διοικητὴς ὑπεσχέθη ὅτι θὰ μελετήσῃ τὰ αἰτήματα μετὰ προσοχῆς, ἐν συνεργασίᾳ μὲ τὰς ἁρμοδίας ὑπηρεσίας τῆς Τραπέζης. — [21, 354, 415, 393]
article-u2 — [982, 800, 1197, 897]
body-text: ΜΟΣΧΑ, 29. (Ἀσ. Πρές).— Αἱ σοβιετικαὶ ἀρχαὶ τηροῦν ἀπόλυτον σιγὴν ἐπὶ τῶν πληροφοριῶν, καθ' ἃς ἡ Ρωσία ὑπεσχέθη τὴν συνδρομήν της εἰς τοὺς ἐπαναστάτας τῆς Ὑεμένης ἂν δεχθοῦν ἐπίθεσιν βασιλοφρόνων. Αἱ διπλωματικαὶ κύκλοι παρακολουθοῦν μὲ ἀνησυχίαν τὰς ἐξελίξεις εἰς τὴν περιοχήν. — [1018, 1435, 1190, 1524]
article-ate — [15, 278, 421, 403]
column-3 — [649, 699, 976, 1125]
deck: Κωμικοτραγικὴ κατάστασις, ἐν τῷ μεταξύ, — [1255, 119, 1518, 133]
article-body: ΑΘΗΝΑΙ, 29.— Ὑπὸ τῆς ἁρμοδίας ὑπηρεσίας ἀνακοινοῦται ὅτι τὸ θερινὸν ὡράριον τῶν δημοσίων ὑπηρεσιῶν παρατείνεται μέχρι τῆς 15ης Ὀκτωβρίου. — [431, 593, 637, 632]
deck: ΘΑ ΓΙΝΟΥΝ ΜΕΤΑΘΕΣΕΙΣ ΚΑΙ ΑΛΛΩΝ ΔΙΚΑΣΤΩΝ — [436, 93, 632, 118]
subheading: ΕΝΘΟΥΣΙΑΣΜΟΣ ΕΙΣ ΣΥΡΙΑΝ — [672, 1451, 810, 1462]
